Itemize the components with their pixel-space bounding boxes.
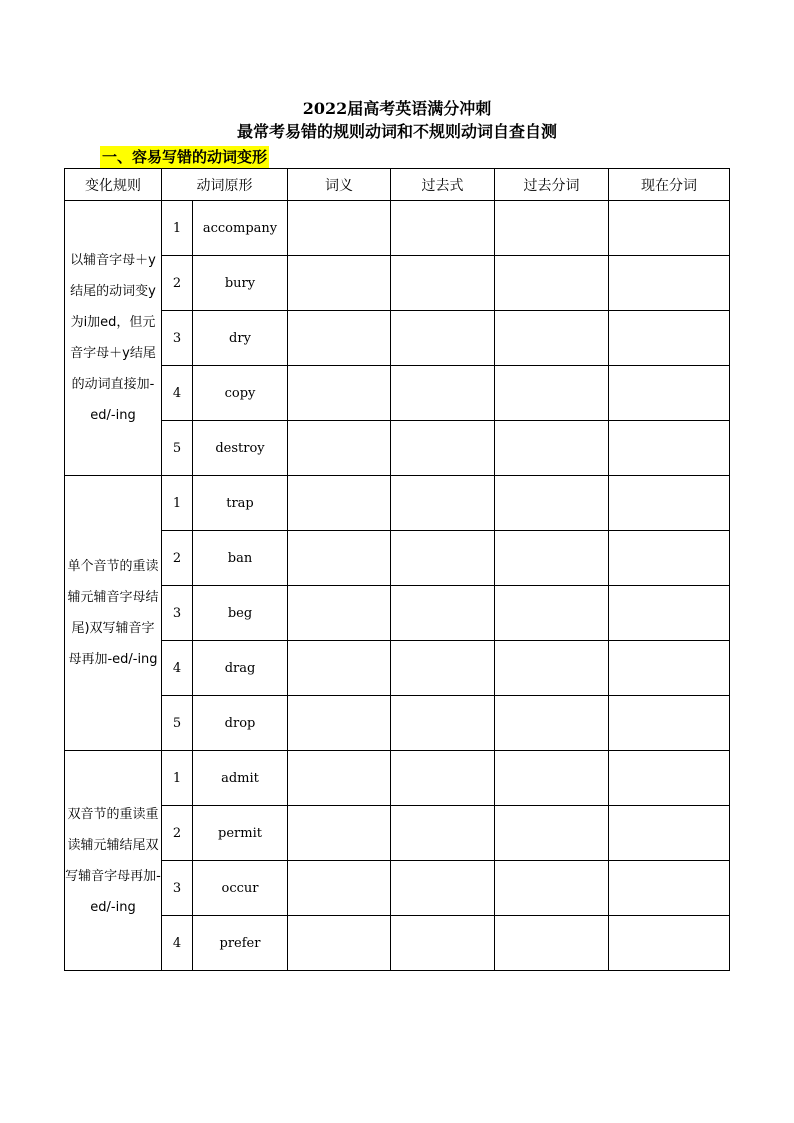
present-participle-blank[interactable] <box>609 366 730 421</box>
row-number: 5 <box>162 421 193 476</box>
past-participle-blank[interactable] <box>495 311 609 366</box>
past-tense-blank[interactable] <box>391 641 495 696</box>
meaning-blank[interactable] <box>288 586 391 641</box>
verb-base-form: dry <box>193 311 288 366</box>
meaning-blank[interactable] <box>288 476 391 531</box>
meaning-blank[interactable] <box>288 201 391 256</box>
present-participle-blank[interactable] <box>609 586 730 641</box>
past-tense-blank[interactable] <box>391 201 495 256</box>
verb-base-form: drag <box>193 641 288 696</box>
table-row <box>65 916 730 971</box>
verb-base-form: admit <box>193 751 288 806</box>
meaning-blank[interactable] <box>288 751 391 806</box>
past-tense-blank[interactable] <box>391 531 495 586</box>
rule-cell: 双音节的重读重读辅元辅结尾双写辅音字母再加-ed/-ing <box>65 751 162 971</box>
present-participle-blank[interactable] <box>609 256 730 311</box>
present-participle-blank[interactable] <box>609 641 730 696</box>
table-row <box>65 256 730 311</box>
meaning-blank[interactable] <box>288 641 391 696</box>
table-row <box>65 201 730 256</box>
row-number: 4 <box>162 366 193 421</box>
meaning-blank[interactable] <box>288 421 391 476</box>
table-row <box>65 311 730 366</box>
header-present-participle: 现在分词 <box>609 169 730 201</box>
past-participle-blank[interactable] <box>495 586 609 641</box>
past-tense-blank[interactable] <box>391 476 495 531</box>
document-title: 2022届高考英语满分冲刺 <box>302 99 492 118</box>
past-participle-blank[interactable] <box>495 696 609 751</box>
past-tense-blank[interactable] <box>391 696 495 751</box>
verb-base-form: accompany <box>193 201 288 256</box>
row-number: 2 <box>162 806 193 861</box>
meaning-blank[interactable] <box>288 696 391 751</box>
meaning-blank[interactable] <box>288 531 391 586</box>
past-participle-blank[interactable] <box>495 806 609 861</box>
verb-base-form: bury <box>193 256 288 311</box>
header-past-tense: 过去式 <box>391 169 495 201</box>
present-participle-blank[interactable] <box>609 531 730 586</box>
verb-base-form: ban <box>193 531 288 586</box>
table-row <box>65 476 730 531</box>
row-number: 1 <box>162 751 193 806</box>
table-row <box>65 531 730 586</box>
rule-cell: 单个音节的重读辅元辅音字母结尾)双写辅音字母再加-ed/-ing <box>65 476 162 751</box>
past-participle-blank[interactable] <box>495 751 609 806</box>
meaning-blank[interactable] <box>288 806 391 861</box>
past-participle-blank[interactable] <box>495 861 609 916</box>
table-row <box>65 421 730 476</box>
past-tense-blank[interactable] <box>391 916 495 971</box>
past-participle-blank[interactable] <box>495 476 609 531</box>
row-number: 2 <box>162 531 193 586</box>
table-row <box>65 586 730 641</box>
row-number: 3 <box>162 586 193 641</box>
present-participle-blank[interactable] <box>609 201 730 256</box>
past-participle-blank[interactable] <box>495 531 609 586</box>
row-number: 1 <box>162 201 193 256</box>
document-subtitle: 最常考易错的规则动词和不规则动词自查自测 <box>236 122 557 141</box>
row-number: 5 <box>162 696 193 751</box>
verb-base-form: occur <box>193 861 288 916</box>
present-participle-blank[interactable] <box>609 311 730 366</box>
rule-cell: 以辅音字母＋y结尾的动词变y为i加ed，但元音字母＋y结尾的动词直接加-ed/-ing <box>65 201 162 476</box>
verb-base-form: permit <box>193 806 288 861</box>
row-number: 4 <box>162 641 193 696</box>
past-tense-blank[interactable] <box>391 311 495 366</box>
past-tense-blank[interactable] <box>391 861 495 916</box>
past-tense-blank[interactable] <box>391 751 495 806</box>
table-row <box>65 366 730 421</box>
past-tense-blank[interactable] <box>391 586 495 641</box>
present-participle-blank[interactable] <box>609 751 730 806</box>
header-meaning: 词义 <box>288 169 391 201</box>
meaning-blank[interactable] <box>288 366 391 421</box>
present-participle-blank[interactable] <box>609 421 730 476</box>
verb-base-form: prefer <box>193 916 288 971</box>
past-participle-blank[interactable] <box>495 421 609 476</box>
verb-base-form: drop <box>193 696 288 751</box>
header-past-participle: 过去分词 <box>495 169 609 201</box>
past-participle-blank[interactable] <box>495 641 609 696</box>
past-tense-blank[interactable] <box>391 256 495 311</box>
meaning-blank[interactable] <box>288 311 391 366</box>
past-participle-blank[interactable] <box>495 916 609 971</box>
table-row <box>65 806 730 861</box>
header-base-form: 动词原形 <box>162 169 288 201</box>
table-row <box>65 641 730 696</box>
row-number: 3 <box>162 311 193 366</box>
present-participle-blank[interactable] <box>609 861 730 916</box>
present-participle-blank[interactable] <box>609 476 730 531</box>
verb-base-form: copy <box>193 366 288 421</box>
table-row <box>65 751 730 806</box>
meaning-blank[interactable] <box>288 861 391 916</box>
header-rule: 变化规则 <box>65 169 162 201</box>
verb-base-form: destroy <box>193 421 288 476</box>
past-participle-blank[interactable] <box>495 201 609 256</box>
table-row <box>65 696 730 751</box>
row-number: 4 <box>162 916 193 971</box>
meaning-blank[interactable] <box>288 916 391 971</box>
row-number: 1 <box>162 476 193 531</box>
verb-base-form: trap <box>193 476 288 531</box>
past-participle-blank[interactable] <box>495 256 609 311</box>
verb-forms-table <box>64 168 730 971</box>
verb-base-form: beg <box>193 586 288 641</box>
present-participle-blank[interactable] <box>609 806 730 861</box>
present-participle-blank[interactable] <box>609 916 730 971</box>
row-number: 3 <box>162 861 193 916</box>
header-row <box>65 169 730 201</box>
section-heading: 一、容易写错的动词变形 <box>102 148 268 166</box>
past-tense-blank[interactable] <box>391 421 495 476</box>
meaning-blank[interactable] <box>288 256 391 311</box>
past-participle-blank[interactable] <box>495 366 609 421</box>
table-row <box>65 861 730 916</box>
present-participle-blank[interactable] <box>609 696 730 751</box>
past-tense-blank[interactable] <box>391 806 495 861</box>
row-number: 2 <box>162 256 193 311</box>
past-tense-blank[interactable] <box>391 366 495 421</box>
